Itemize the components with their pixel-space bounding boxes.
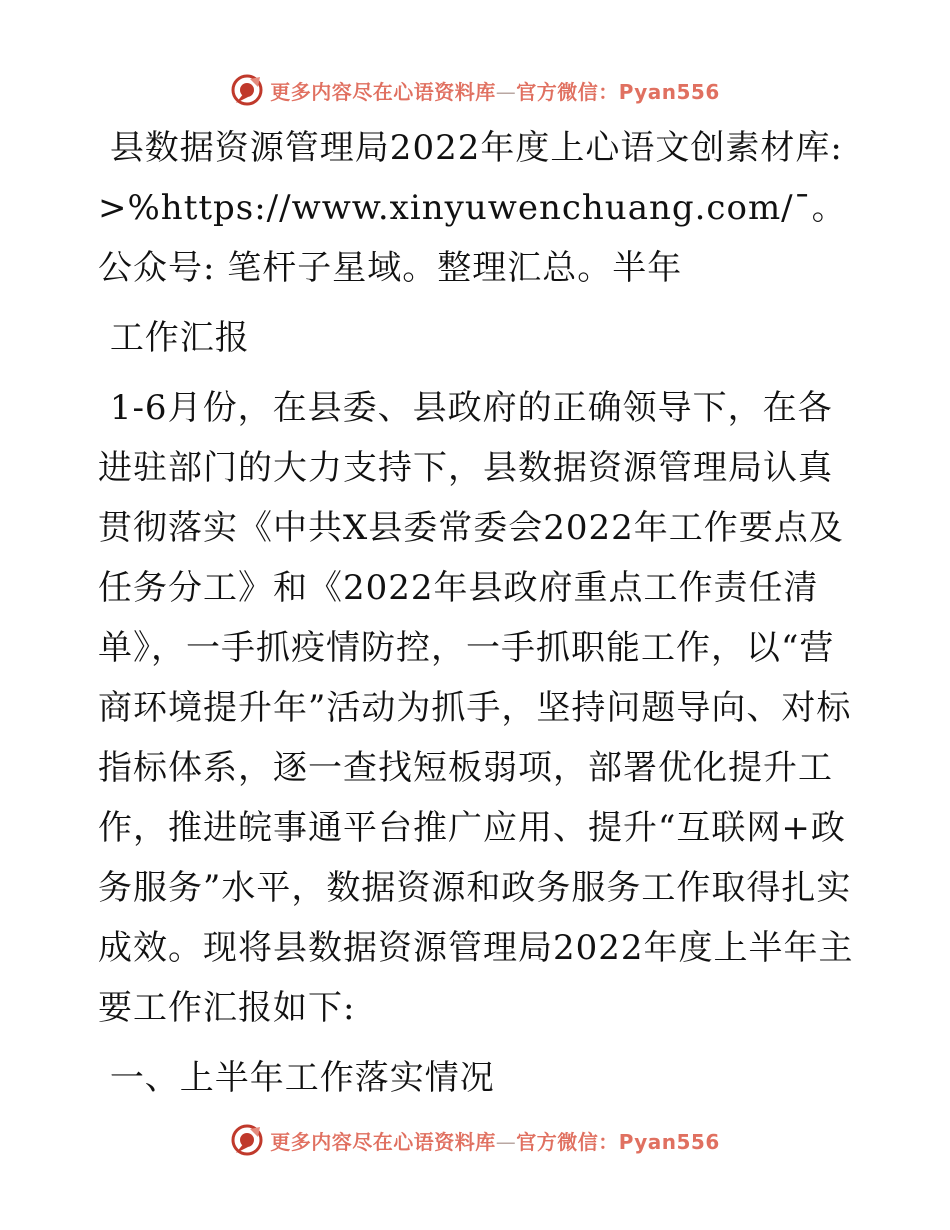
paragraph-body: 1-6月份，在县委、县政府的正确领导下，在各进驻部门的大力支持下，县数据资源管理局认真贯彻落实《中共X县委常委会2022年工作要点及任务分工》和《2022年县政府重点工作责任清单》，一手抓疫情防控，一手抓职能工作，以“营商环境提升年”活动为抓手，坚持问题导向、对标指标体系，逐一查找短板弱项，部署优化提升工作，推进皖事通平台推广应用、提升“互联网+政务服务”水平，数据资源和政务服务工作取得扎实成效。现将县数据资源管理局2022年度上半年主要工作汇报如下:: [98, 388, 854, 1028]
footer-watermark-banner: [0, 1120, 950, 1160]
pen-logo-icon: [230, 1123, 264, 1157]
section-heading: 一、上半年工作落实情况: [98, 1058, 495, 1098]
banner-text: 更多内容尽在心语资料库—官方微信：Pyan556: [270, 79, 720, 104]
document-body: [98, 118, 858, 1108]
header-watermark-banner: [0, 70, 950, 110]
paragraph-subtitle: 工作汇报: [98, 318, 250, 358]
pen-logo-icon: [230, 73, 264, 107]
paragraph-title-line: 县数据资源管理局2022年度上心语文创素材库: >%https://www.xinyuwenchuang.com/¯。公众号: 笔杆子星域。整理汇总。半年: [98, 128, 855, 288]
banner-text: 更多内容尽在心语资料库—官方微信：Pyan556: [270, 1129, 720, 1154]
